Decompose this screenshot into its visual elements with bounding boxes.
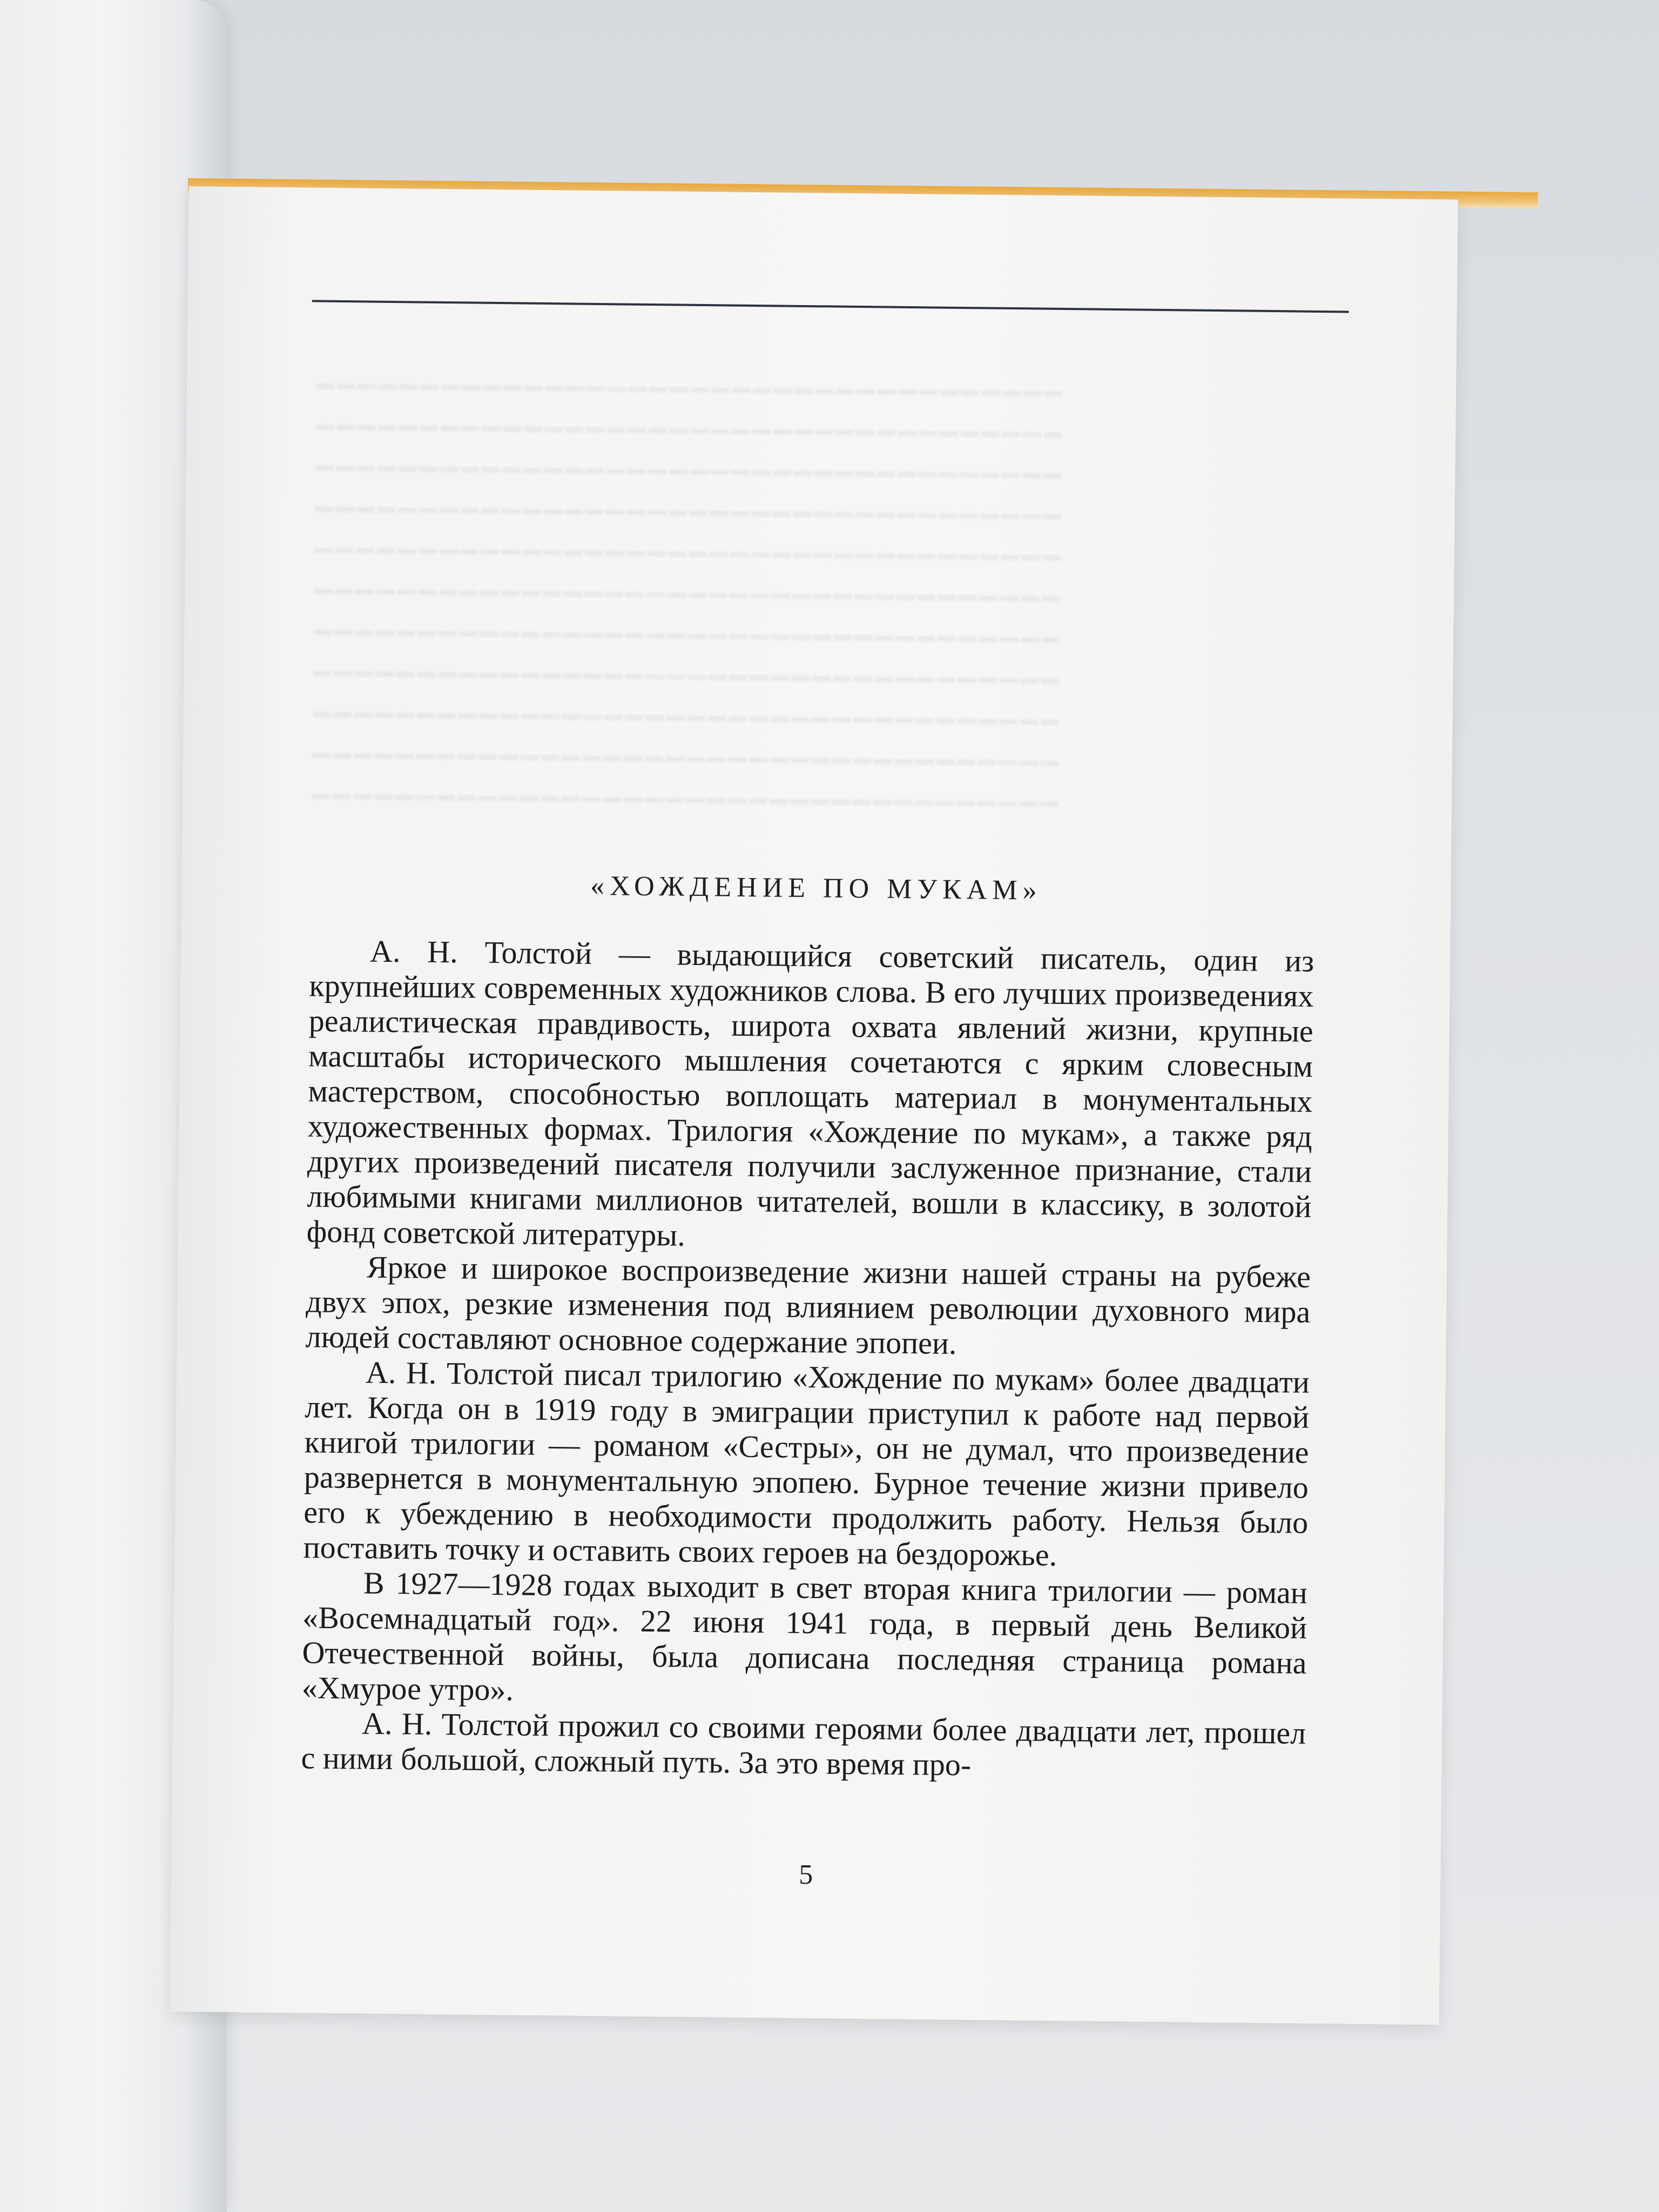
- book-page: [170, 186, 1458, 2025]
- body-text: [301, 933, 1314, 1785]
- paragraph: А. Н. Толстой писал трилогию «Хождение по мукам» более двадцати лет. Когда он в 1919 году в эмиграции приступил к работе над первой книгой трилогии — романом «Сестры», он не думал, что произведение развернется в монументальную эпопею. Бурное течение жизни привело его к убеждению в необходимости продолжить работу. Нельзя было поставить точку и оставить своих героев на бездорожье.: [303, 1354, 1310, 1573]
- paragraph: А. Н. Толстой прожил со своими героями более двадцати лет, прошел с ними большой, сложный путь. За это время про-: [301, 1705, 1306, 1783]
- paragraph: Яркое и широкое воспроизведение жизни нашей страны на рубеже двух эпох, резкие изменения под влиянием революции духовного мира людей составляют основное содержание эпопеи.: [305, 1249, 1311, 1361]
- section-title: «ХОЖДЕНИЕ ПО МУКАМ»: [590, 870, 1042, 906]
- show-through-text: ━━━━━━━━━━━━━━━━━━━━━━━━━━━━━━━━━━━━ ━━━━━━━━━━━━━━━━━━━━━━━━━━━━━━━━━━━━ ━━━━━━━━━━━━━━━━━━━━━━━━━━━━━━━━━━━━ ━━━━━━━━━━━━━━━━━━━━━━━━━━━━━━━━━━━━ ━━━━━━━━━━━━━━━━━━━━━━━━━━━━━━━━━━━━ ━━━━━━━━━━━━━━━━━━━━━━━━━━━━━━━━━━━━ ━━━━━━━━━━━━━━━━━━━━━━━━━━━━━━━━━━━━ ━━━━━━━━━━━━━━━━━━━━━━━━━━━━━━━━━━━━ ━━━━━━━━━━━━━━━━━━━━━━━━━━━━━━━━━━━━ ━━━━━━━━━━━━━━━━━━━━━━━━━━━━━━━━━━━━ ━━━━━━━━━━━━━━━━━━━━━━━━━━━━━━━━━━━━: [312, 370, 1065, 821]
- page-number: 5: [799, 1859, 813, 1891]
- paragraph: В 1927—1928 годах выходит в свет вторая книга трилогии — роман «Восемнадцатый год». 22 июня 1941 года, в первый день Великой Отечественной войны, была дописана последняя страница романа «Хмурое утро».: [301, 1565, 1308, 1708]
- paragraph: А. Н. Толстой — выдающийся советский писатель, один из крупнейших современных художников слова. В его лучших произведениях реалистическая правдивость, широта охвата явлений жизни, крупные масштабы исторического мышления сочетаются с ярким словесным мастерством, способностью воплощать материал в монументальных художественных формах. Трилогия «Хождение по мукам», а также ряд других произведений писателя получили заслуженное признание, стали любимыми книгами миллионов читателей, вошли в классику, в золотой фонд советской литературы.: [306, 933, 1314, 1253]
- header-rule: [312, 300, 1349, 313]
